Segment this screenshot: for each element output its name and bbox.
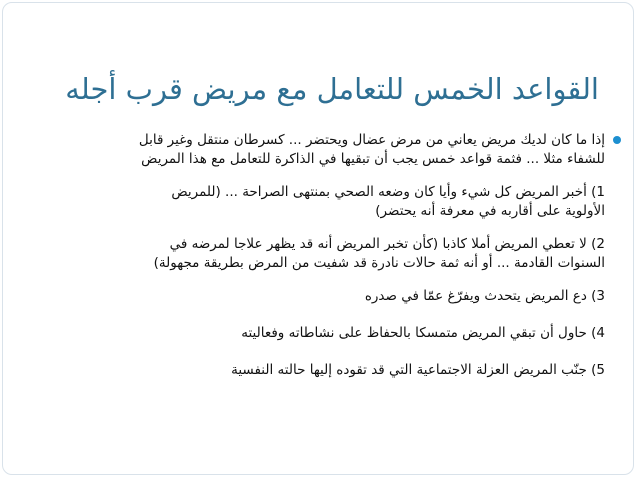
- rule-5-number: 5): [591, 362, 605, 378]
- intro-bullet: [16, 131, 621, 169]
- rule-4-number: 4): [591, 325, 605, 341]
- slide-content: [16, 131, 621, 398]
- rule-2-line-2: السنوات القادمة ... أو أنه ثمة حالات نادرة قد شفيت من المرض بطريقة مجهولة): [153, 255, 605, 271]
- bullet-dot-icon: [613, 136, 621, 144]
- rule-5-line-1: [16, 361, 605, 380]
- rule-1-line-1: [16, 183, 605, 202]
- rule-4: [16, 324, 621, 343]
- slide-title: القواعد الخمس للتعامل مع مريض قرب أجله: [65, 72, 599, 106]
- rule-2: [16, 235, 621, 273]
- rule-3: [16, 287, 621, 306]
- rule-1: [16, 183, 621, 221]
- rule-3-line-1: [16, 287, 605, 306]
- rule-1-text-1: أخبر المريض كل شيء وأيا كان وضعه الصحي بمنتهى الصراحة ... (للمريض: [171, 184, 587, 200]
- rule-1-number: 1): [591, 184, 605, 200]
- intro-line-2: للشفاء مثلا ... فثمة قواعد خمس يجب أن تبقيها في الذاكرة للتعامل مع هذا المريض: [141, 151, 605, 167]
- rule-2-number: 2): [591, 236, 605, 252]
- rule-4-text-1: حاول أن تبقي المريض متمسكا بالحفاظ على نشاطاته وفعاليته: [241, 325, 587, 341]
- rule-1-line-2: الأولوية على أقاربه في معرفة أنه يحتضر): [375, 203, 605, 219]
- rule-3-text-1: دع المريض يتحدث ويفرّغ عمّا في صدره: [364, 288, 587, 304]
- rule-5: [16, 361, 621, 380]
- rule-3-number: 3): [591, 288, 605, 304]
- rule-2-text-1: لا تعطي المريض أملا كاذبا (كأن تخبر المريض أنه قد يظهر علاجا لمرضه في: [169, 236, 587, 252]
- rule-2-line-1: [16, 235, 605, 254]
- rule-4-line-1: [16, 324, 605, 343]
- rule-5-text-1: جنّب المريض العزلة الاجتماعية التي قد تقوده إليها حالته النفسية: [231, 362, 587, 378]
- intro-line-1: إذا ما كان لديك مريض يعاني من مرض عضال ويحتضر ... كسرطان منتقل وغير قابل: [138, 132, 605, 148]
- slide-frame: [2, 2, 634, 475]
